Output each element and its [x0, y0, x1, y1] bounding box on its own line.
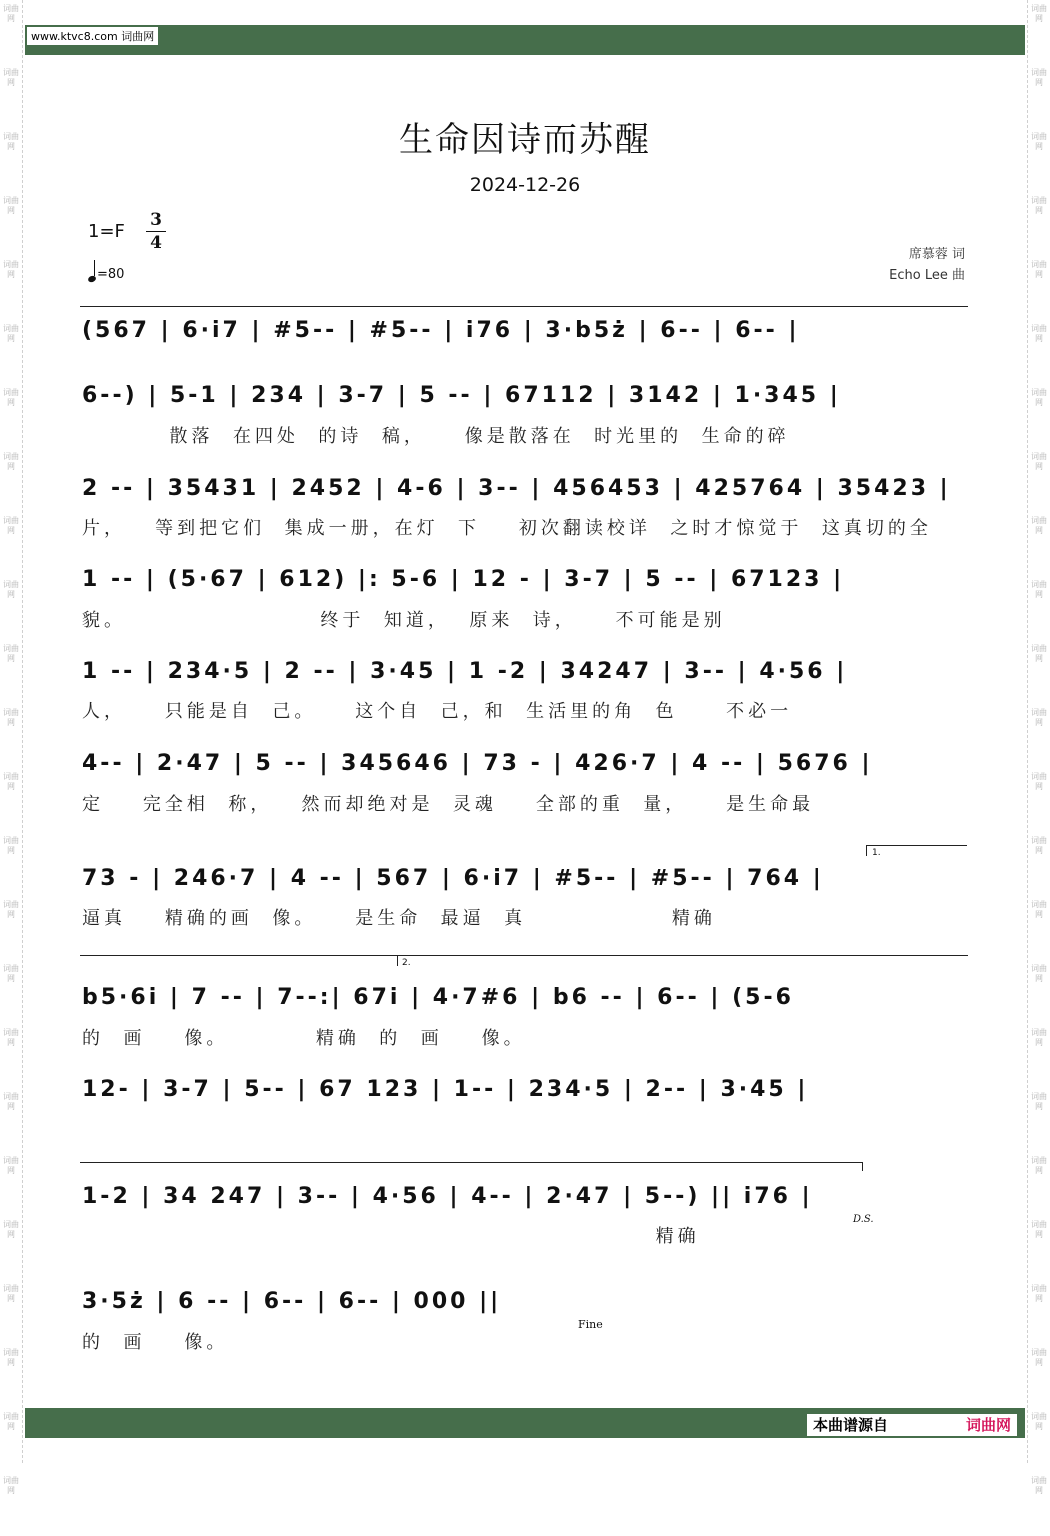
watermark: 词曲网 [3, 516, 19, 535]
watermark: 词曲网 [3, 132, 19, 151]
watermark: 词曲网 [1031, 1412, 1047, 1431]
lyric-line-4: 貌。 终于 知道， 原来 诗， 不可能是别 [82, 610, 726, 631]
phrase-bracket [80, 306, 968, 307]
watermark: 词曲网 [3, 4, 19, 23]
watermark: 词曲网 [1031, 836, 1047, 855]
site-url-link[interactable]: www.ktvc8.com 词曲网 [27, 27, 158, 45]
note-stem [94, 260, 95, 276]
phrase-bracket [80, 1162, 863, 1171]
score-line-7: 73 - | 246·7 | 4 -- | 567 | 6·i7 | #5-- | #5-- | 764 | [82, 866, 824, 891]
watermark: 词曲网 [3, 68, 19, 87]
volta-1-label: 1. [872, 848, 881, 858]
lyric-line-7: 逼真 精确的画 像。 是生命 最逼 真 精确 [82, 908, 716, 929]
watermark: 词曲网 [3, 708, 19, 727]
volta-2-bracket [397, 955, 398, 966]
ds-marker: D.S. [853, 1214, 874, 1225]
left-watermark-strip [0, 0, 23, 1495]
score-line-2: 6--) | 5-1 | 234 | 3-7 | 5 -- | 67112 | 3142 | 1·345 | [82, 383, 841, 408]
watermark: 词曲网 [1031, 1476, 1047, 1495]
watermark: 词曲网 [3, 836, 19, 855]
watermark: 词曲网 [1031, 132, 1047, 151]
watermark: 词曲网 [1031, 708, 1047, 727]
watermark: 词曲网 [1031, 388, 1047, 407]
watermark: 词曲网 [3, 580, 19, 599]
score-line-10: 1-2 | 34 247 | 3-- | 4·56 | 4-- | 2·47 | 5--) || i76 | [82, 1184, 813, 1209]
watermark: 词曲网 [3, 196, 19, 215]
watermark: 词曲网 [3, 772, 19, 791]
watermark: 词曲网 [3, 324, 19, 343]
watermark: 词曲网 [1031, 964, 1047, 983]
watermark: 词曲网 [3, 388, 19, 407]
watermark: 词曲网 [1031, 1220, 1047, 1239]
watermark: 词曲网 [1031, 1028, 1047, 1047]
time-signature [146, 210, 166, 253]
lyric-line-5: 人， 只能是自 己。 这个自 己，和 生活里的角 色 不必一 [82, 701, 793, 722]
lyric-line-11: 的 画 像。 [82, 1332, 229, 1353]
watermark: 词曲网 [1031, 68, 1047, 87]
lyric-line-2: 散落 在四处 的诗 稿， 像是散落在 时光里的 生命的碎 [82, 426, 790, 447]
lyric-line-3: 片， 等到把它们 集成一册，在灯 下 初次翻读校详 之时才惊觉于 这真切的全 [82, 518, 932, 539]
watermark: 词曲网 [3, 644, 19, 663]
song-title: 生命因诗而苏醒 [399, 120, 651, 160]
watermark: 词曲网 [3, 964, 19, 983]
song-date: 2024-12-26 [469, 174, 581, 196]
time-signature-divider [146, 231, 166, 232]
score-line-8: b5·6i | 7 -- | 7--:| 67i | 4·7#6 | b6 -- | 6-- | (5-6 [82, 985, 794, 1010]
right-watermark-strip [1027, 0, 1050, 1495]
phrase-bracket [80, 955, 968, 956]
watermark: 词曲网 [3, 1092, 19, 1111]
watermark: 词曲网 [1031, 516, 1047, 535]
source-credit [807, 1414, 1017, 1436]
volta-1-bracket [866, 845, 967, 856]
score-line-6: 4-- | 2·47 | 5 -- | 345646 | 73 - | 426·7 | 4 -- | 5676 | [82, 751, 873, 776]
score-line-9: 12- | 3-7 | 5-- | 67 123 | 1-- | 234·5 | 2-- | 3·45 | [82, 1077, 809, 1102]
watermark: 词曲网 [3, 1156, 19, 1175]
watermark: 词曲网 [3, 1284, 19, 1303]
watermark: 词曲网 [1031, 900, 1047, 919]
tempo-value: =80 [97, 267, 125, 282]
watermark: 词曲网 [3, 260, 19, 279]
watermark: 词曲网 [1031, 1156, 1047, 1175]
watermark: 词曲网 [3, 1412, 19, 1431]
footer-bar [25, 1408, 1025, 1438]
watermark: 词曲网 [1031, 196, 1047, 215]
watermark: 词曲网 [1031, 1092, 1047, 1111]
lyric-line-6: 定 完全相 称， 然而却绝对是 灵魂 全部的重 量， 是生命最 [82, 794, 815, 815]
watermark: 词曲网 [3, 1348, 19, 1367]
watermark: 词曲网 [3, 452, 19, 471]
score-line-3: 2 -- | 35431 | 2452 | 4-6 | 3-- | 456453 | 425764 | 35423 | [82, 476, 951, 501]
tempo-marking [88, 262, 124, 282]
watermark: 词曲网 [1031, 260, 1047, 279]
quarter-note-icon [87, 275, 97, 283]
score-line-5: 1 -- | 234·5 | 2 -- | 3·45 | 1 -2 | 34247 | 3-- | 4·56 | [82, 659, 848, 684]
watermark: 词曲网 [3, 900, 19, 919]
watermark: 词曲网 [1031, 324, 1047, 343]
watermark: 词曲网 [3, 1220, 19, 1239]
score-line-1: (567 | 6·i7 | #5-- | #5-- | i76 | 3·b5ż | 6-- | 6-- | [82, 318, 800, 343]
score-line-4: 1 -- | (5·67 | 612) |: 5-6 | 12 - | 3-7 | 5 -- | 67123 | [82, 567, 845, 592]
fine-marker: Fine [578, 1318, 603, 1331]
watermark: 词曲网 [3, 1028, 19, 1047]
volta-2-label: 2. [402, 958, 411, 968]
source-site-link[interactable]: 词曲网 [965, 1416, 1011, 1434]
credits [889, 244, 965, 286]
lyricist: 席慕蓉 词 [908, 247, 965, 262]
score-line-11: 3·5ż | 6 -- | 6-- | 6-- | 000 || [82, 1289, 502, 1314]
lyric-line-8: 的 画 像。 精确 的 画 像。 [82, 1028, 526, 1049]
watermark: 词曲网 [1031, 1284, 1047, 1303]
key-signature: 1=F [88, 221, 125, 242]
watermark: 词曲网 [3, 1476, 19, 1495]
watermark: 词曲网 [1031, 580, 1047, 599]
lyric-line-10: 精确 [82, 1226, 700, 1247]
watermark: 词曲网 [1031, 772, 1047, 791]
watermark: 词曲网 [1031, 644, 1047, 663]
header-bar [25, 25, 1025, 55]
source-label: 本曲谱源自 [813, 1416, 889, 1434]
watermark: 词曲网 [1031, 452, 1047, 471]
time-signature-top: 3 [150, 210, 162, 230]
watermark: 词曲网 [1031, 4, 1047, 23]
watermark: 词曲网 [1031, 1348, 1047, 1367]
time-signature-bottom: 4 [150, 233, 162, 253]
composer: Echo Lee 曲 [889, 268, 965, 283]
